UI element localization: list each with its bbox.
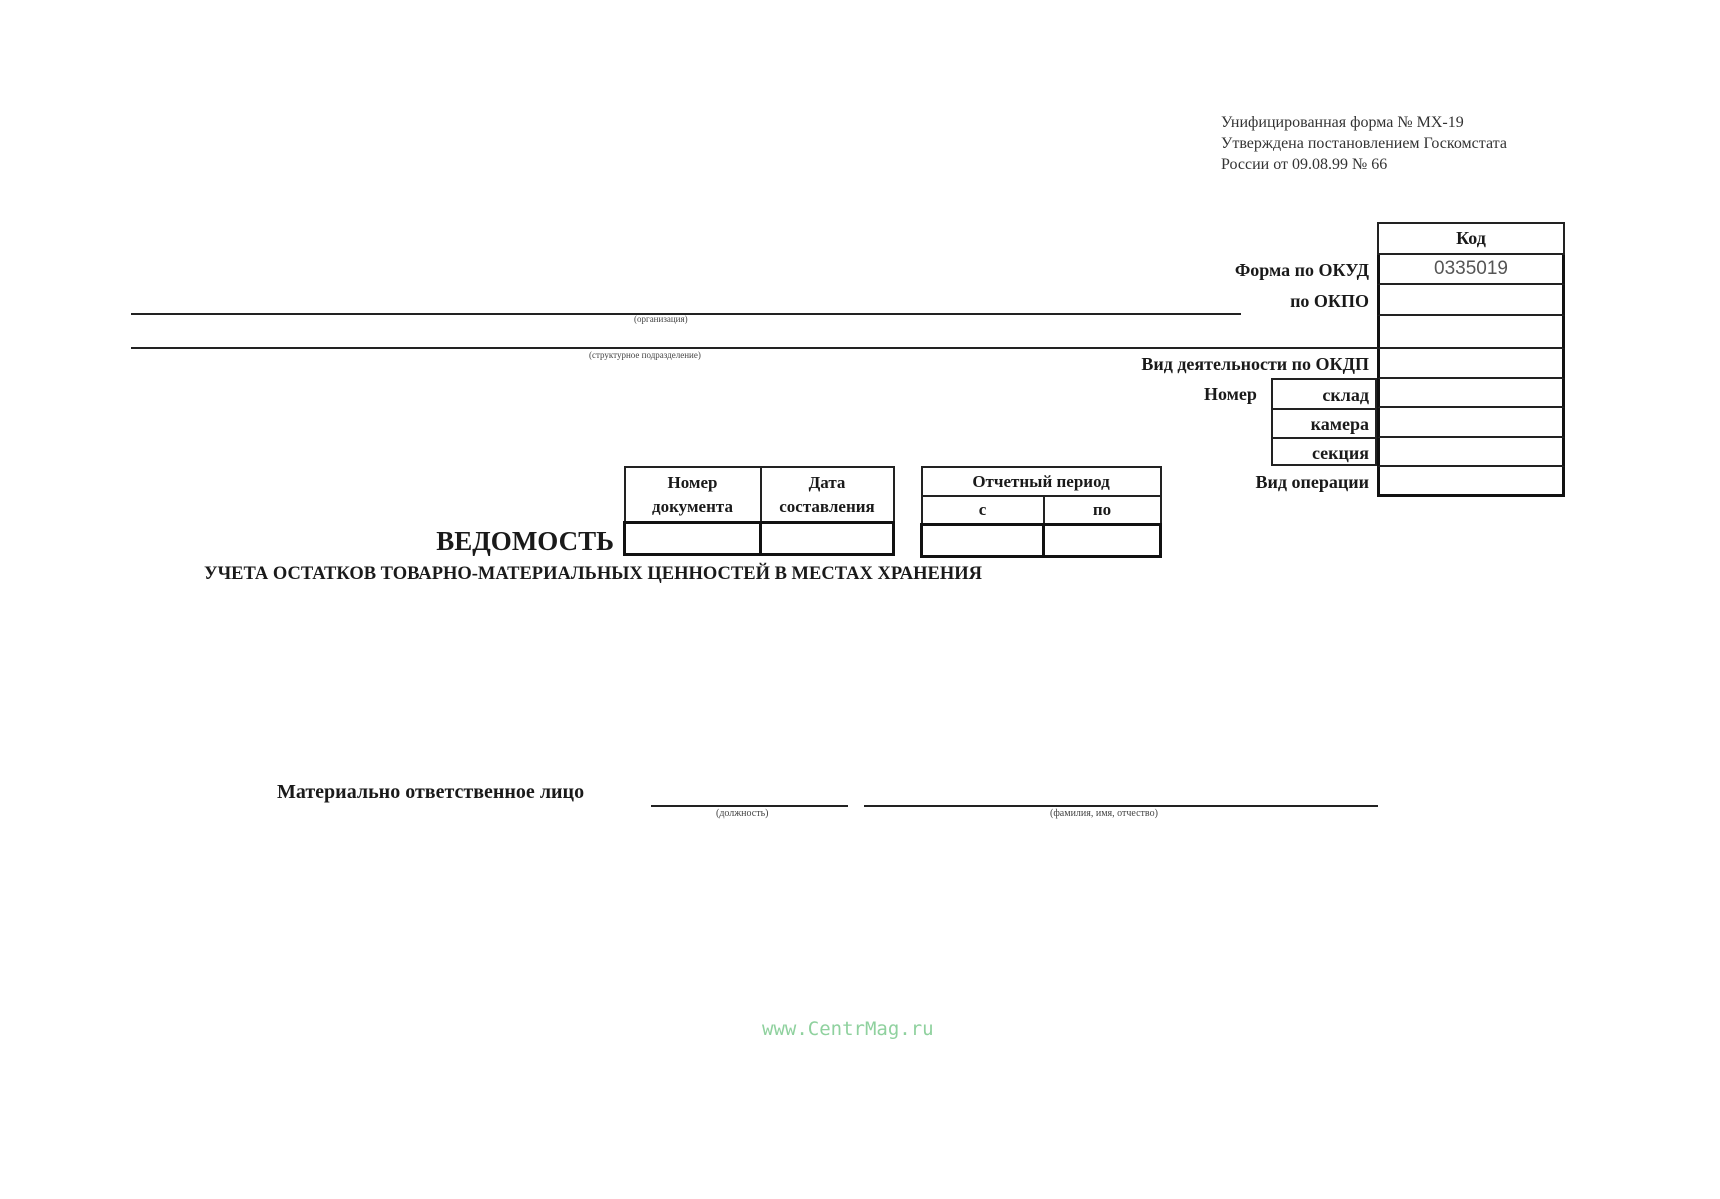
approval-line-2: Утверждена постановлением Госкомстата — [1221, 135, 1507, 152]
organization-hint: (организация) — [634, 314, 688, 324]
operation-code-field[interactable] — [1377, 467, 1565, 497]
period-from-field[interactable] — [922, 525, 1044, 557]
position-line[interactable] — [651, 805, 848, 807]
section-code-field[interactable] — [1377, 438, 1565, 467]
doc-date-field[interactable] — [761, 523, 894, 555]
department-line[interactable] — [131, 347, 1378, 349]
approval-line-1: Унифицированная форма № МХ-19 — [1221, 114, 1464, 131]
document-title: ВЕДОМОСТЬ — [436, 526, 614, 556]
position-hint: (должность) — [716, 808, 769, 819]
approval-line-3: России от 09.08.99 № 66 — [1221, 156, 1388, 173]
period-to-label: по — [1044, 496, 1161, 525]
okpo-code-field[interactable] — [1377, 285, 1565, 316]
okud-label: Форма по ОКУД — [1234, 260, 1369, 280]
period-from-label: с — [922, 496, 1044, 525]
section-label: секция — [1311, 443, 1369, 463]
watermark-text: www.CentrMag.ru — [762, 1018, 934, 1040]
operation-label: Вид операции — [1255, 472, 1369, 492]
okdp-label: Вид деятельности по ОКДП — [1141, 354, 1369, 374]
chamber-code-field[interactable] — [1377, 408, 1565, 438]
period-to-field[interactable] — [1044, 525, 1161, 557]
okud-code-field[interactable]: 0335019 — [1377, 255, 1565, 285]
okdp-code-field[interactable] — [1377, 349, 1565, 379]
codes-header: Код — [1377, 222, 1565, 255]
warehouse-label: склад — [1322, 385, 1369, 405]
warehouse-code-field[interactable] — [1377, 379, 1565, 408]
number-label: Номер — [1204, 384, 1257, 404]
reporting-period-table — [920, 466, 1162, 558]
department-hint: (структурное подразделение) — [589, 350, 701, 360]
doc-number-header: Номер документа — [625, 467, 761, 523]
chamber-label: камера — [1310, 414, 1369, 434]
form-approval-note — [1221, 112, 1507, 175]
period-header: Отчетный период — [922, 467, 1161, 496]
document-info-table — [623, 466, 895, 556]
okpo-extra-code-field[interactable] — [1377, 316, 1565, 349]
okpo-label: по ОКПО — [1290, 291, 1369, 311]
document-subtitle: УЧЕТА ОСТАТКОВ ТОВАРНО-МАТЕРИАЛЬНЫХ ЦЕННОСТЕЙ В МЕСТАХ ХРАНЕНИЯ — [204, 564, 983, 584]
responsible-person-label: Материально ответственное лицо — [277, 781, 585, 803]
doc-date-header: Дата составления — [761, 467, 894, 523]
full-name-line[interactable] — [864, 805, 1378, 807]
full-name-hint: (фамилия, имя, отчество) — [1050, 808, 1158, 819]
doc-number-field[interactable] — [625, 523, 761, 555]
